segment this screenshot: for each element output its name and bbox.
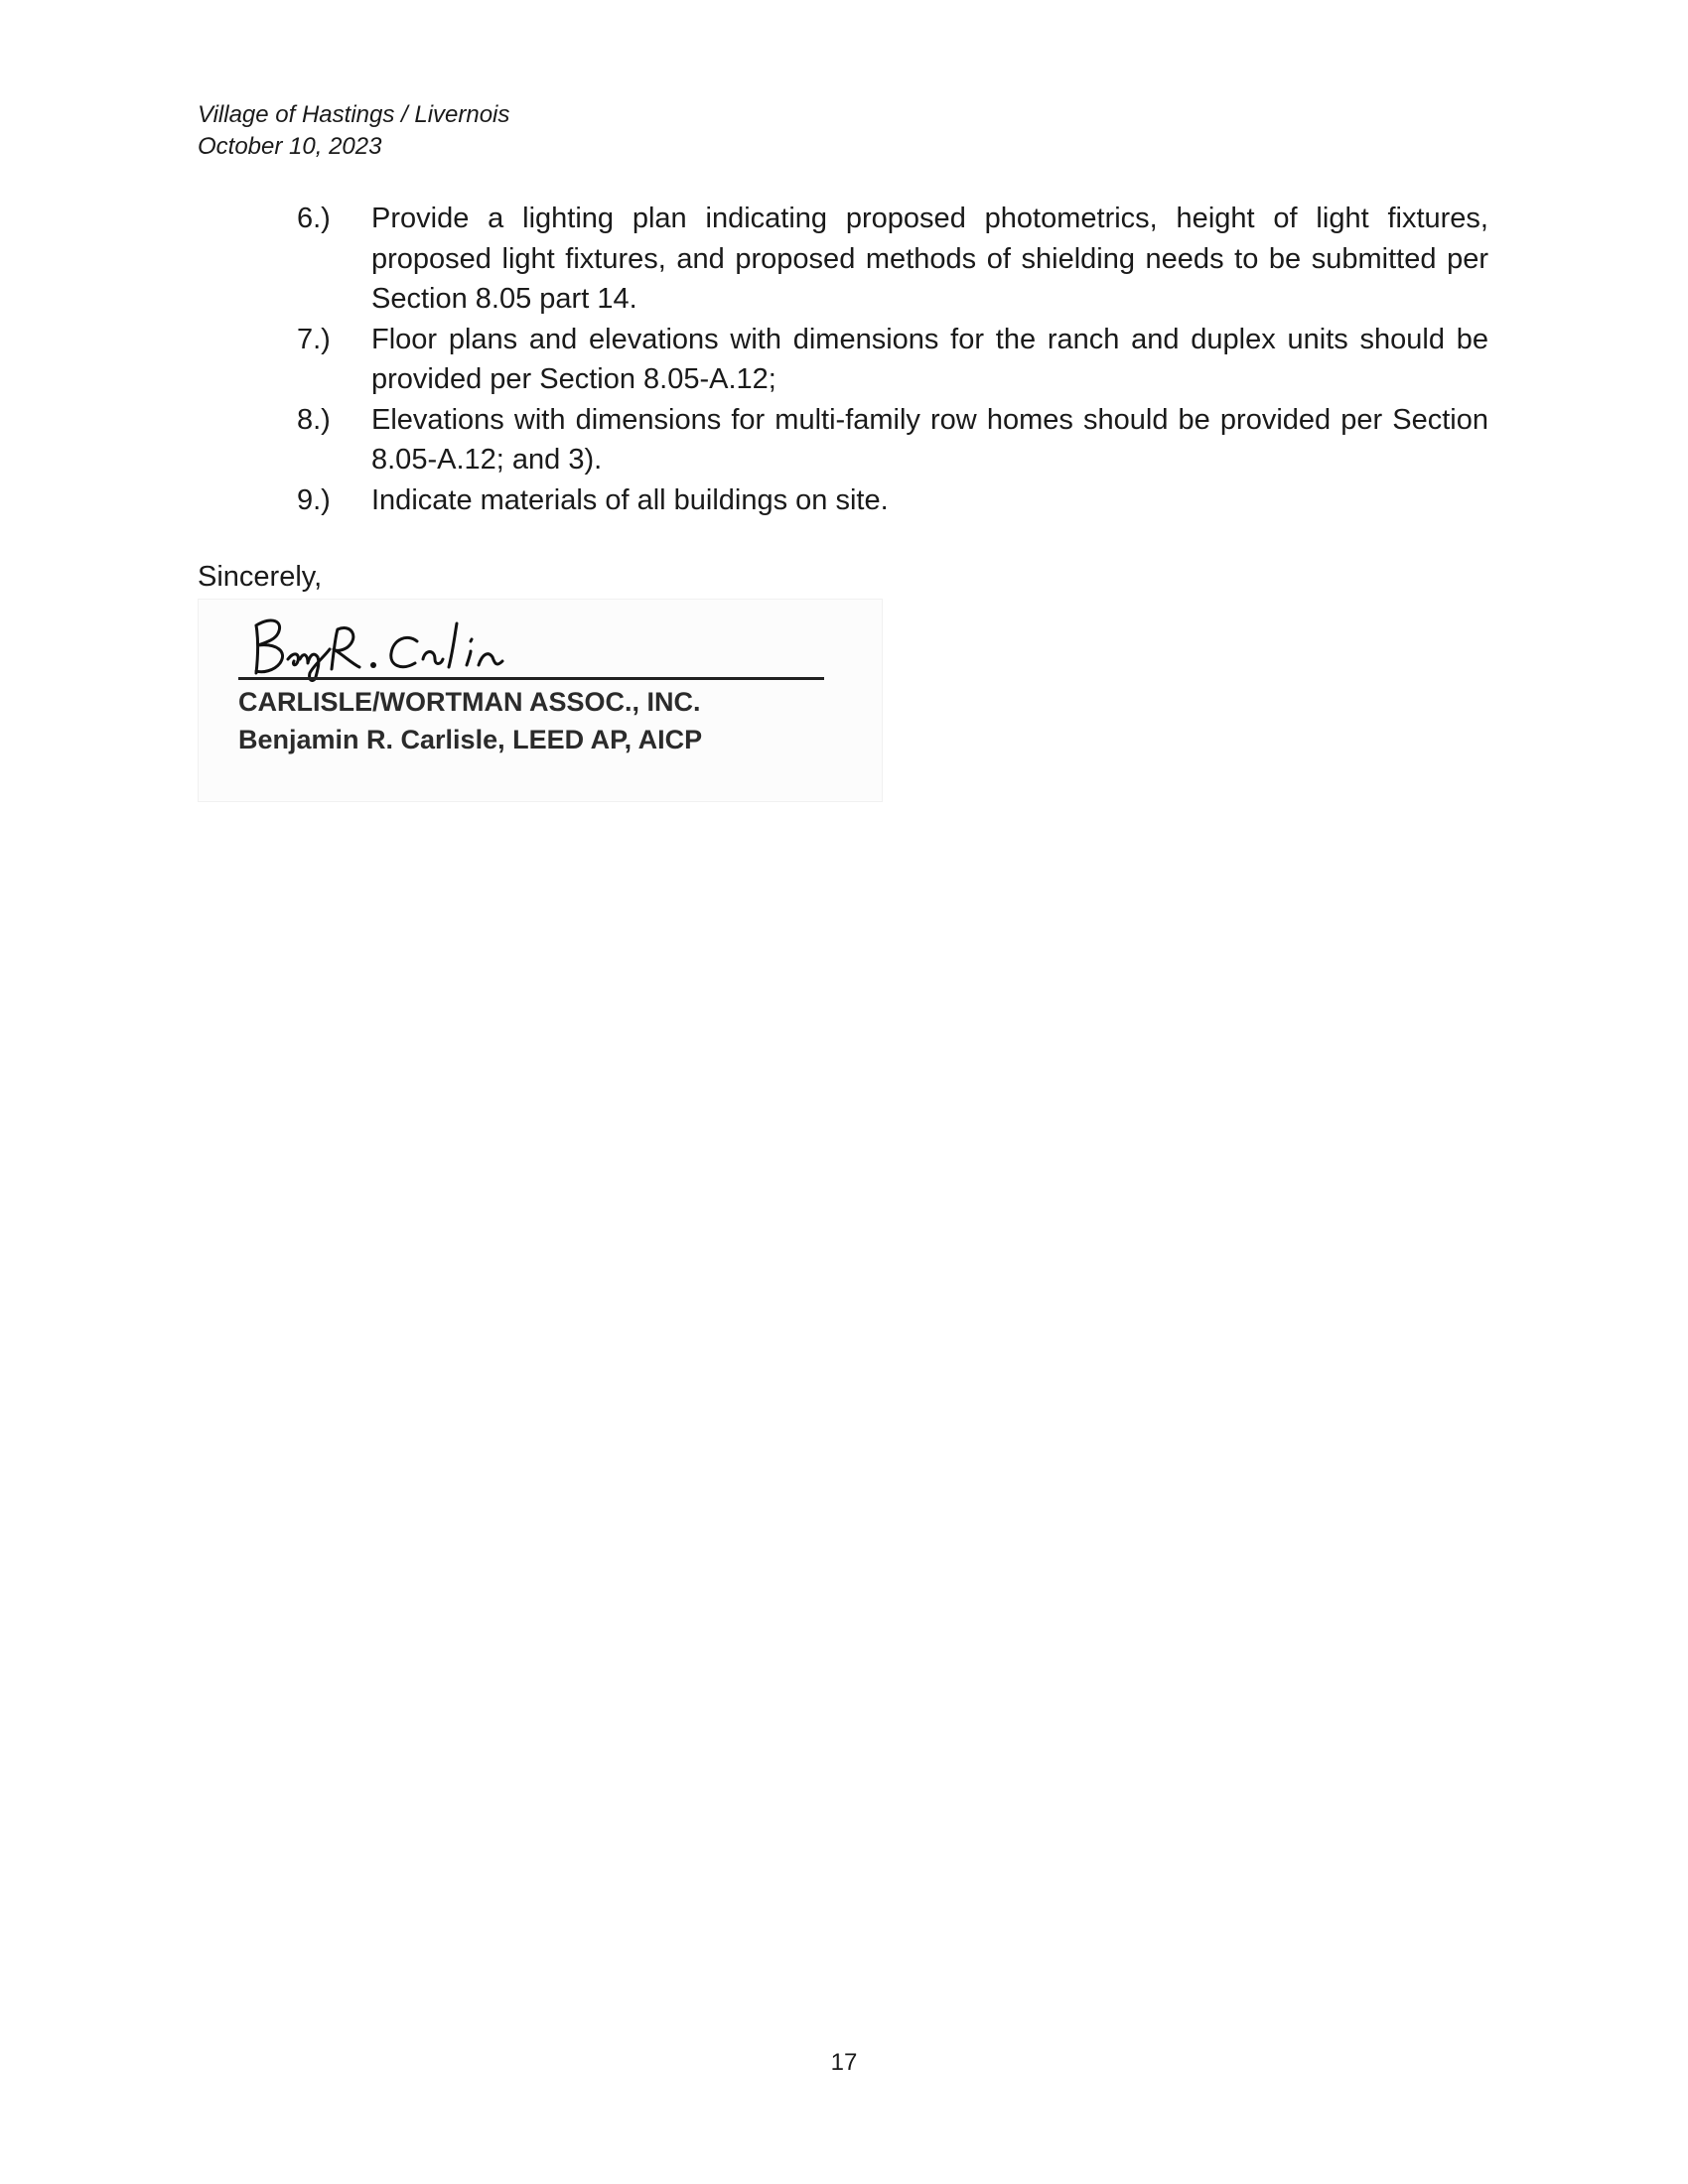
firm-name: CARLISLE/WORTMAN ASSOC., INC.	[238, 687, 701, 717]
signature-block	[198, 599, 883, 802]
list-item	[198, 320, 1488, 400]
handwritten-signature	[228, 608, 546, 682]
page-header	[198, 99, 509, 163]
header-date: October 10, 2023	[198, 133, 382, 160]
header-project: Village of Hastings / Livernois	[198, 101, 510, 128]
closing-salutation: Sincerely,	[198, 561, 323, 593]
item-number: 7.)	[297, 323, 331, 355]
item-text: Indicate materials of all buildings on site.	[371, 483, 889, 516]
item-number: 9.)	[297, 483, 331, 516]
list-item	[198, 400, 1488, 480]
list-item	[198, 199, 1488, 320]
item-text: Elevations with dimensions for multi-family row homes should be provided per Section 8.05-A.12; and 3).	[371, 403, 1488, 476]
requirements-list	[198, 199, 1488, 520]
list-item	[198, 480, 1488, 521]
item-text: Provide a lighting plan indicating proposed photometrics, height of light fixtures, proposed light fixtures, and proposed methods of shielding needs to be submitted per Section 8.05 part 14.	[371, 203, 1488, 315]
signature-line	[238, 677, 824, 680]
signer-name: Benjamin R. Carlisle, LEED AP, AICP	[238, 725, 703, 754]
page-number: 17	[830, 2049, 858, 2076]
item-number: 6.)	[297, 203, 331, 234]
item-text: Floor plans and elevations with dimensions for the ranch and duplex units should be provided per Section 8.05-A.12;	[371, 323, 1488, 395]
item-number: 8.)	[297, 403, 331, 436]
